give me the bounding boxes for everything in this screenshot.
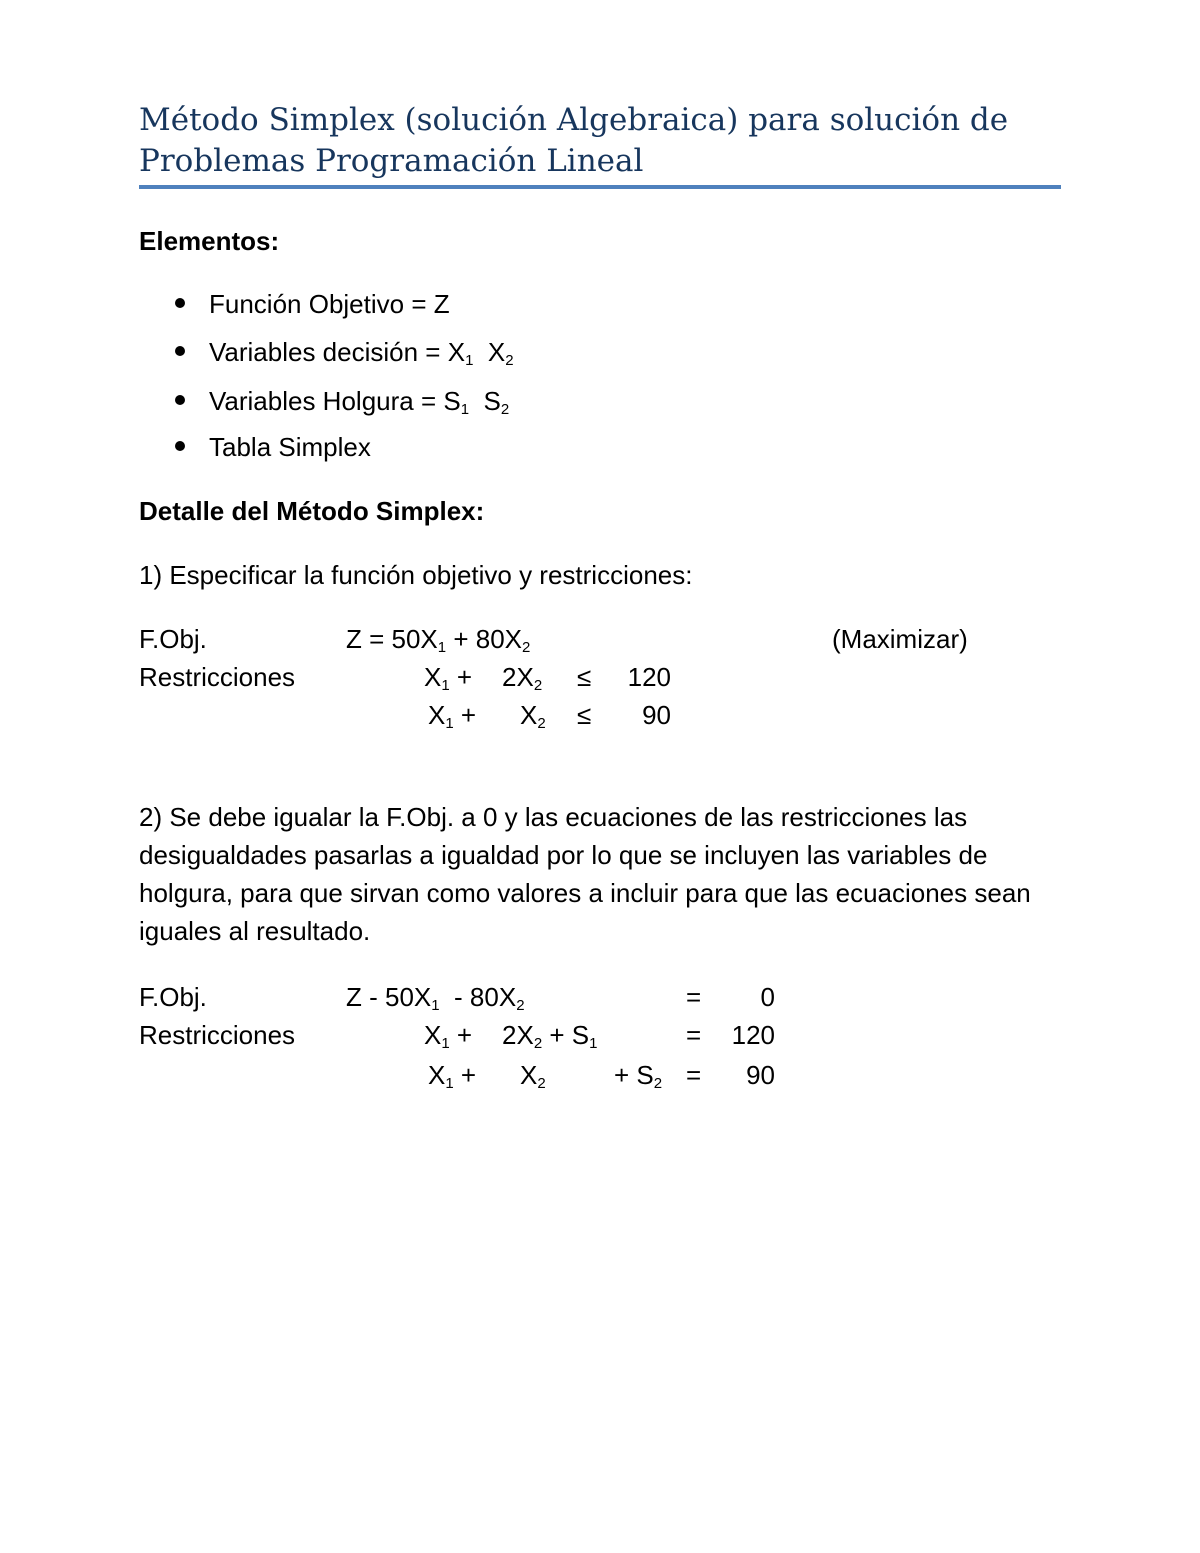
equation-1-equals-sign: = bbox=[686, 1020, 702, 1050]
equation-2-equals-sign: = bbox=[686, 1060, 702, 1090]
equation-1-x2-s1: $2X_2 + S_1$ bbox=[502, 1020, 598, 1052]
constraint-2-x2: $X_2$ bbox=[520, 700, 546, 732]
constraint-1-rhs: 120 bbox=[627, 662, 671, 692]
detalle-heading: Detalle del Método Simplex: bbox=[139, 496, 485, 526]
equation-2-x2: $X_2$ bbox=[520, 1060, 546, 1092]
title-line-1: Método Simplex (solución Algebraica) para solución de bbox=[139, 102, 1009, 138]
bullet-icon bbox=[173, 337, 187, 351]
equation-2-x1: $X_1$ + bbox=[428, 1060, 477, 1092]
restricciones-label-2: Restricciones bbox=[139, 1020, 296, 1050]
list-item-variables-decision: Variables decisión = $X_1$ $X_2$ bbox=[209, 337, 514, 369]
restricciones-label: Restricciones bbox=[139, 662, 296, 692]
bullet-icon bbox=[173, 289, 187, 303]
step-1-text: 1) Especificar la función objetivo y restricciones: bbox=[139, 560, 693, 590]
list-item-funcion-objetivo: Función Objetivo = Z bbox=[209, 289, 450, 319]
objective-function-equal-zero: Z - $50X_1 - 80X_2$ bbox=[346, 982, 525, 1014]
maximize-label: (Maximizar) bbox=[832, 624, 968, 654]
title-line-2: Problemas Programación Lineal bbox=[139, 143, 644, 179]
constraint-2-x1: $X_1$ + bbox=[428, 700, 477, 732]
equation-2-rhs: 90 bbox=[746, 1060, 775, 1090]
equation-1-rhs: 120 bbox=[731, 1020, 775, 1050]
constraint-2-operator: ≤ bbox=[577, 700, 592, 730]
constraint-1-x1: $X_1$ + bbox=[424, 662, 473, 694]
equation-1-x1: $X_1$ + bbox=[424, 1020, 473, 1052]
list-item-tabla-simplex: Tabla Simplex bbox=[209, 432, 371, 462]
constraint-1-x2: $2X_2$ bbox=[502, 662, 543, 694]
bullet-icon bbox=[173, 386, 187, 400]
bullet-icon bbox=[173, 432, 187, 446]
fobj-label-2: F.Obj. bbox=[139, 982, 207, 1012]
title-underline bbox=[139, 185, 1061, 189]
constraint-1-operator: ≤ bbox=[577, 662, 592, 692]
list-item-variables-holgura: Variables Holgura = $S_1$ $S_2$ bbox=[209, 386, 510, 418]
objective-function: $Z = 50X_1 + 80X_2$ bbox=[346, 624, 531, 656]
fobj-equals-sign: = bbox=[686, 982, 702, 1012]
fobj-label: F.Obj. bbox=[139, 624, 207, 654]
constraint-2-rhs: 90 bbox=[642, 700, 671, 730]
fobj-rhs: 0 bbox=[760, 982, 775, 1012]
step-2-text: 2) Se debe igualar la F.Obj. a 0 y las ecuaciones de las restricciones las desigualdades pasarlas a igualdad por lo que se incluyen las variables de holgura, para que sirvan como valores a incluir para que las ecuaciones sean iguales al resultado. bbox=[139, 802, 1031, 946]
document-title bbox=[139, 100, 1061, 182]
equation-2-s2: + $S_2$ bbox=[614, 1060, 663, 1092]
elementos-heading: Elementos: bbox=[139, 226, 280, 256]
